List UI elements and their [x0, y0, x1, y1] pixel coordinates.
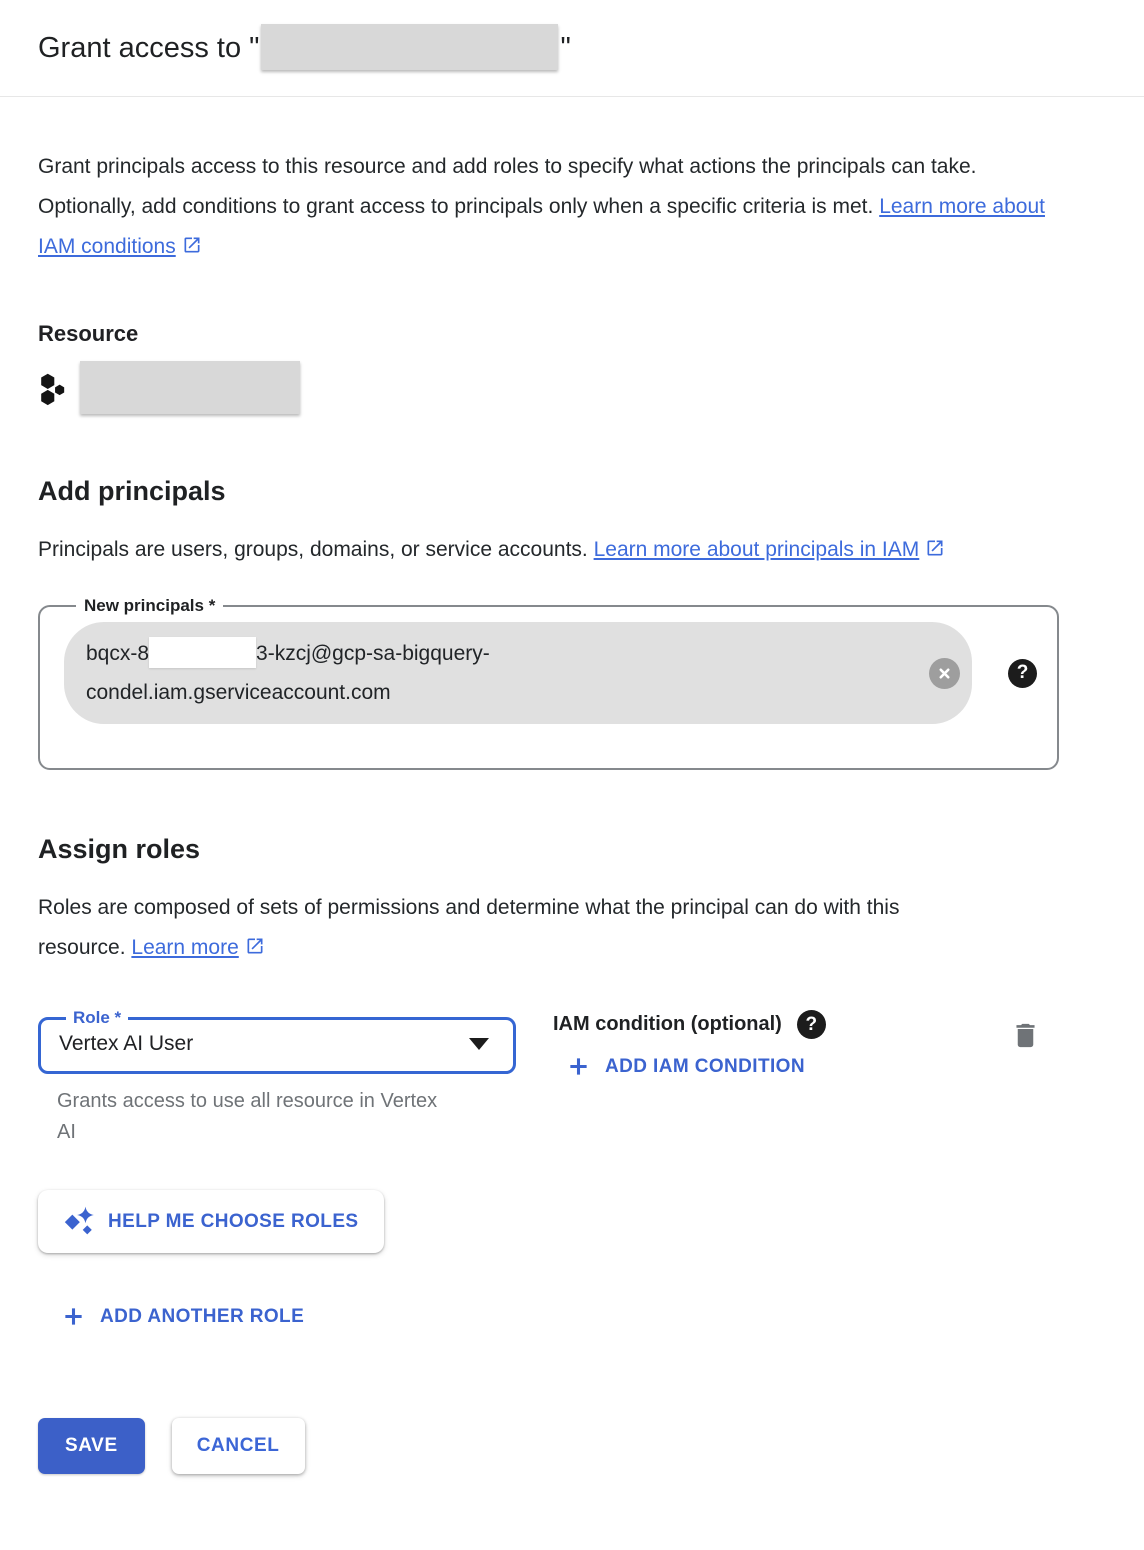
external-link-icon [925, 538, 945, 558]
trash-icon [1010, 1020, 1041, 1051]
help-icon[interactable]: ? [797, 1010, 826, 1039]
page-title [38, 24, 1104, 72]
role-column [38, 1008, 516, 1148]
role-select[interactable] [38, 1008, 516, 1074]
add-principals-heading: Add principals [38, 476, 226, 506]
assign-roles-heading: Assign roles [38, 834, 201, 864]
redacted-resource-value [80, 361, 300, 414]
close-icon [937, 666, 952, 681]
principal-prefix: bqcx-8 [86, 642, 150, 665]
iam-condition-label-row [553, 1010, 826, 1039]
external-link-icon [182, 235, 202, 255]
external-link-icon [245, 936, 265, 956]
role-helper-text: Grants access to use all resource in Vertex AI [57, 1090, 438, 1143]
page-title-prefix: Grant access to " [38, 32, 260, 64]
chevron-down-icon [469, 1038, 489, 1050]
sparkle-icon [64, 1206, 95, 1237]
iam-condition-label: IAM condition (optional) [553, 1013, 782, 1035]
intro-paragraph [38, 147, 1050, 267]
new-principals-field[interactable] [38, 596, 1059, 770]
principal-chip-line2: condel.iam.gserviceaccount.com [86, 681, 391, 704]
add-principals-paragraph [38, 530, 996, 570]
resource-section [38, 319, 1104, 414]
plus-icon [62, 1305, 85, 1328]
learn-more-roles-link[interactable] [131, 936, 264, 959]
role-row [38, 1008, 1104, 1148]
principal-chip-text [86, 634, 490, 712]
resource-heading: Resource [38, 321, 139, 346]
redacted-resource-name [261, 24, 558, 70]
iam-condition-column [553, 1008, 826, 1078]
new-principals-label: New principals * [84, 596, 216, 615]
save-button[interactable]: SAVE [38, 1418, 145, 1474]
add-another-role-button[interactable] [62, 1305, 304, 1328]
delete-role-button[interactable] [1010, 1020, 1041, 1051]
resource-hexagons-icon [38, 369, 67, 407]
role-label: Role * [73, 1008, 122, 1027]
learn-more-principals-label: Learn more about principals in IAM [593, 538, 920, 561]
learn-more-iam-conditions-label: Learn more about IAM conditions [38, 195, 1045, 258]
add-iam-condition-button[interactable] [567, 1055, 805, 1078]
dialog-body [0, 147, 1144, 1328]
learn-more-principals-link[interactable] [594, 538, 946, 561]
dialog-header [0, 0, 1144, 97]
principal-mid: 3-kzcj@gcp-sa-bigquery- [256, 642, 490, 665]
assign-roles-paragraph [38, 888, 960, 968]
cancel-button[interactable]: CANCEL [172, 1418, 305, 1474]
role-selected-value: Vertex AI User [59, 1032, 194, 1055]
add-another-role-label: ADD ANOTHER ROLE [100, 1305, 305, 1327]
principal-chip [64, 622, 972, 724]
new-principals-inner [64, 622, 1037, 724]
help-icon[interactable]: ? [1008, 659, 1037, 688]
dialog-footer [0, 1418, 1144, 1508]
redacted-principal-id [149, 637, 256, 668]
role-value-row [59, 1028, 499, 1059]
page-title-suffix: " [560, 32, 571, 64]
help-me-choose-roles-label: HELP ME CHOOSE ROLES [108, 1210, 359, 1232]
principal-chip-line1 [86, 634, 490, 673]
plus-icon [567, 1055, 590, 1078]
add-iam-condition-label: ADD IAM CONDITION [605, 1055, 805, 1077]
learn-more-roles-label: Learn more [131, 936, 239, 959]
assign-roles-text: Roles are composed of sets of permissions and determine what the principal can do with this resource. [38, 896, 900, 959]
help-me-choose-roles-button[interactable] [38, 1190, 384, 1253]
resource-row [38, 361, 1104, 414]
remove-principal-button[interactable] [929, 658, 960, 689]
intro-text: Grant principals access to this resource and add roles to specify what actions the principals can take. Optionally, add conditions to grant access to principals only when a specific criteria is met. [38, 155, 977, 218]
add-principals-text: Principals are users, groups, domains, or service accounts. [38, 538, 588, 561]
